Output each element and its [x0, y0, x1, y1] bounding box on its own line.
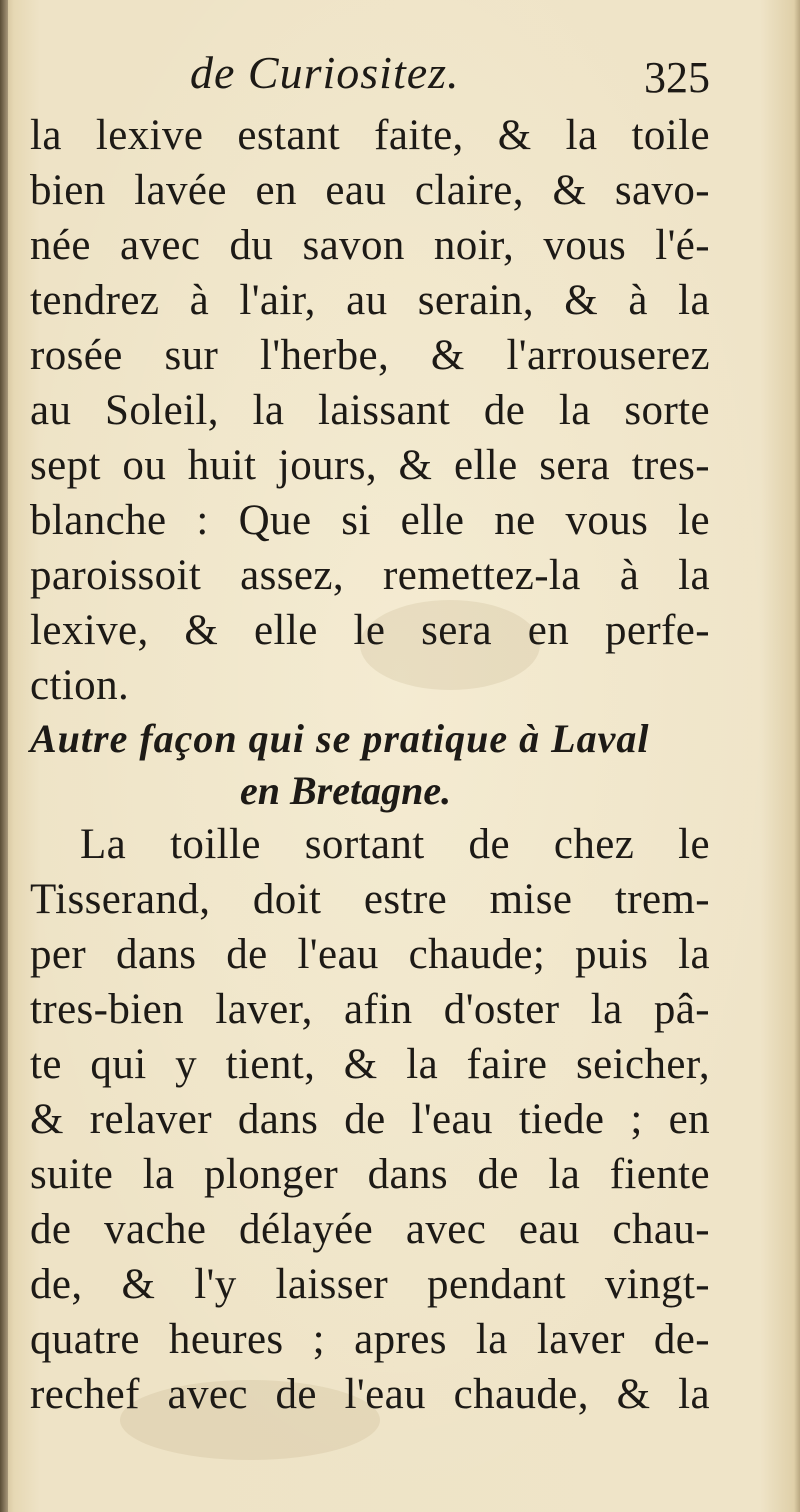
text-line: sept ou huit jours, & elle sera tres- [30, 442, 710, 489]
text-line: te qui y tient, & la faire seicher, [30, 1041, 710, 1088]
text-line: de, & l'y laisser pendant vingt- [30, 1261, 710, 1308]
text-line: rosée sur l'herbe, & l'arrouserez [30, 332, 710, 379]
text-line: quatre heures ; apres la laver de- [30, 1316, 710, 1363]
text-line: Tisserand, doit estre mise trem- [30, 876, 710, 923]
text-line: de vache délayée avec eau chau- [30, 1206, 710, 1253]
text-line: née avec du savon noir, vous l'é- [30, 222, 710, 269]
text-line: paroissoit assez, remettez-la à la [30, 552, 710, 599]
text-line: lexive, & elle le sera en perfe- [30, 607, 710, 654]
text-line: & relaver dans de l'eau tiede ; en [30, 1096, 710, 1143]
text-line: ction. [30, 662, 130, 709]
section-heading-continued: en Bretagne. [240, 768, 452, 813]
text-line: tendrez à l'air, au serain, & à la [30, 277, 710, 324]
text-line: tres-bien laver, afin d'oster la pâ- [30, 986, 710, 1033]
text-line: suite la plonger dans de la fiente [30, 1151, 710, 1198]
page-gutter [0, 0, 8, 1512]
page-edge [794, 0, 800, 1512]
page-header [190, 46, 710, 106]
page-text [30, 108, 710, 1422]
text-line: per dans de l'eau chaude; puis la [30, 931, 710, 978]
text-line: au Soleil, la laissant de la sorte [30, 387, 710, 434]
text-line: la lexive estant faite, & la toile [30, 112, 710, 159]
section-heading: Autre façon qui se pratique à Laval [30, 716, 650, 761]
text-line: La toille sortant de chez le [80, 821, 710, 868]
running-title: de Curiositez. [190, 47, 460, 98]
text-line: rechef avec de l'eau chaude, & la [30, 1371, 710, 1418]
text-line: blanche : Que si elle ne vous le [30, 497, 710, 544]
page-number: 325 [644, 53, 710, 102]
text-line: bien lavée en eau claire, & savo- [30, 167, 710, 214]
